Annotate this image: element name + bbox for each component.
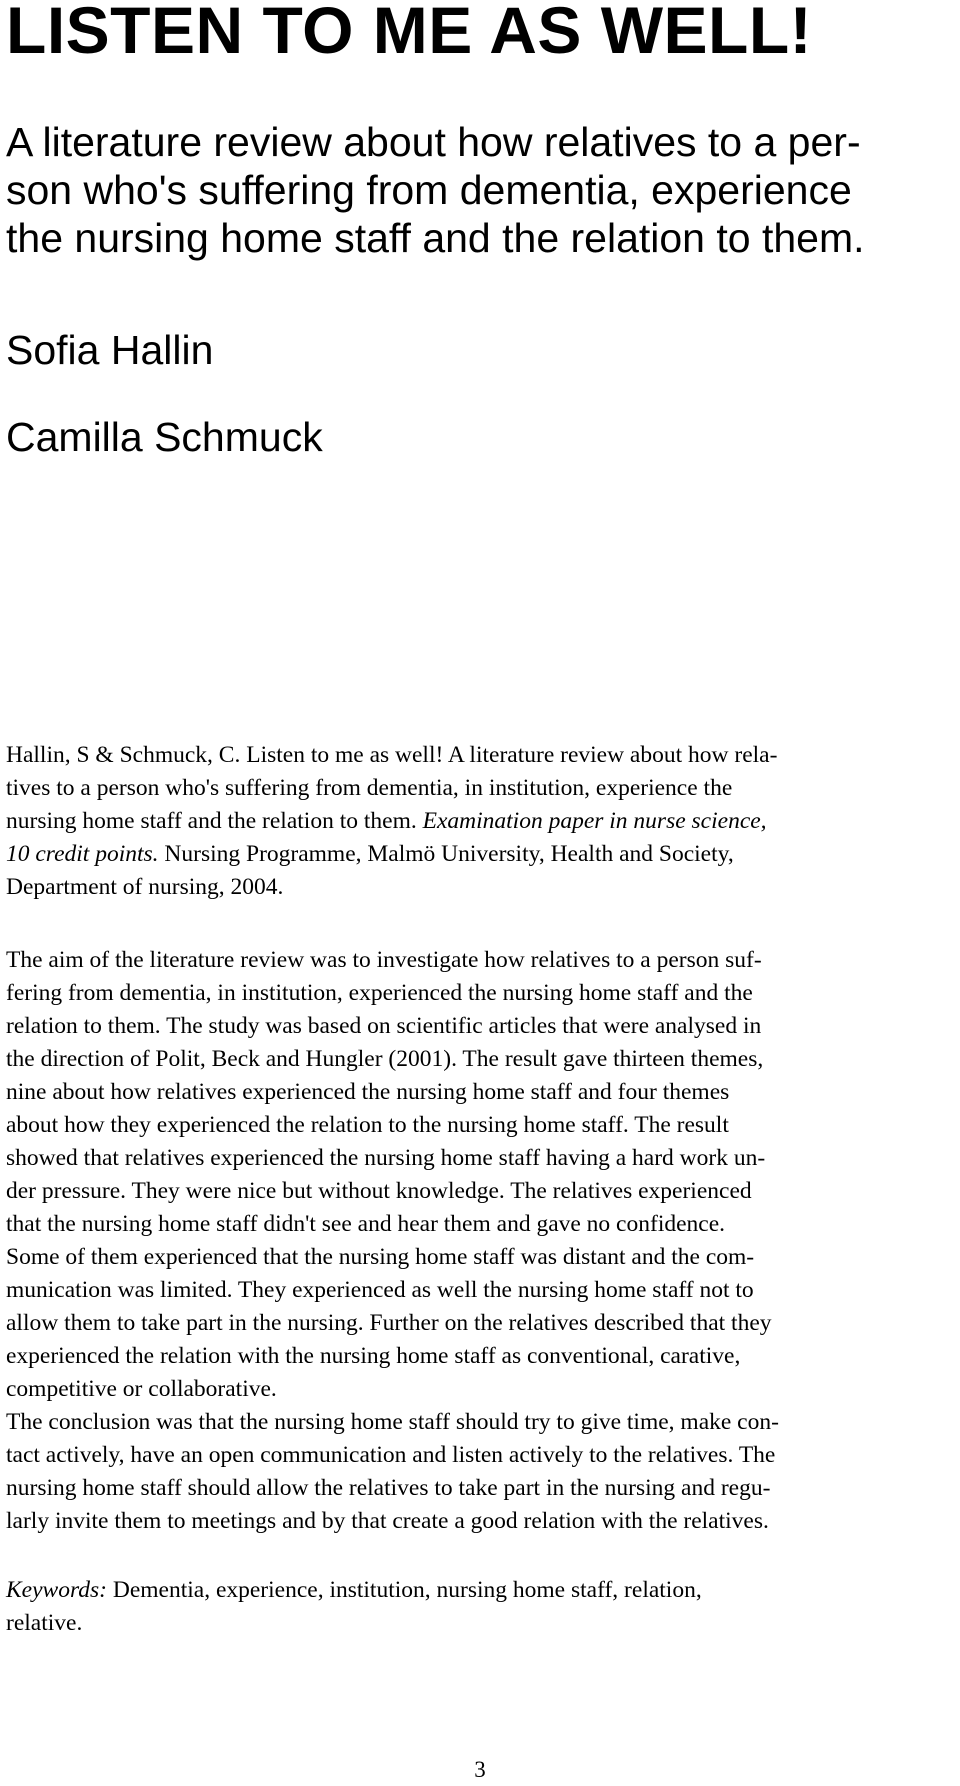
- abstract-line: the direction of Polit, Beck and Hungler (2001). The result gave thirteen themes,: [6, 1046, 764, 1072]
- citation-text: nursing home staff and the relation to them.: [6, 808, 423, 834]
- abstract-line: Some of them experienced that the nursing home staff was distant and the com-: [6, 1244, 755, 1270]
- citation-line: tives to a person who's suffering from dementia, in institution, experience the: [6, 775, 733, 801]
- abstract-line: nine about how relatives experienced the nursing home staff and four themes: [6, 1079, 730, 1105]
- citation-text: Nursing Programme, Malmö University, Health and Society,: [158, 841, 734, 867]
- abstract-line: der pressure. They were nice but without knowledge. The relatives experienced: [6, 1178, 752, 1204]
- citation-line: Hallin, S & Schmuck, C. Listen to me as well! A literature review about how rela-: [6, 742, 778, 768]
- abstract-line: larly invite them to meetings and by that create a good relation with the relatives.: [6, 1508, 769, 1534]
- abstract-paragraph: [6, 944, 779, 1538]
- keywords-label: Keywords:: [6, 1577, 107, 1603]
- abstract-line: competitive or collaborative.: [6, 1376, 277, 1402]
- keywords-line: [6, 1574, 702, 1607]
- subtitle-line: the nursing home staff and the relation to them.: [6, 215, 865, 261]
- page-number: 3: [474, 1757, 486, 1782]
- abstract-line: showed that relatives experienced the nursing home staff having a hard work un-: [6, 1145, 766, 1171]
- abstract-line: munication was limited. They experienced as well the nursing home staff not to: [6, 1277, 754, 1303]
- citation-line: [6, 805, 777, 838]
- author-name: Sofia Hallin: [6, 327, 214, 373]
- abstract-line: fering from dementia, in institution, experienced the nursing home staff and the: [6, 980, 753, 1006]
- abstract-line: tact actively, have an open communication and listen actively to the relatives. The: [6, 1442, 776, 1468]
- abstract-line: nursing home staff should allow the relatives to take part in the nursing and regu-: [6, 1475, 771, 1501]
- citation-italic-text: 10 credit points.: [6, 841, 159, 867]
- subtitle: [6, 118, 865, 262]
- abstract-line: allow them to take part in the nursing. Further on the relatives described that they: [6, 1310, 772, 1336]
- keywords-paragraph: [6, 1574, 702, 1640]
- keywords-line: relative.: [6, 1610, 83, 1636]
- citation-italic-text: Examination paper in nurse science,: [422, 808, 767, 834]
- citation-paragraph: [6, 739, 777, 904]
- page-title: LISTEN TO ME AS WELL!: [6, 0, 813, 67]
- abstract-line: relation to them. The study was based on scientific articles that were analysed in: [6, 1013, 762, 1039]
- abstract-line: The aim of the literature review was to investigate how relatives to a person suf-: [6, 947, 762, 973]
- abstract-line: that the nursing home staff didn't see and hear them and gave no confidence.: [6, 1211, 726, 1237]
- abstract-line: The conclusion was that the nursing home staff should try to give time, make con-: [6, 1409, 779, 1435]
- citation-line: [6, 838, 777, 871]
- subtitle-line: son who's suffering from dementia, experience: [6, 167, 852, 213]
- author-name: Camilla Schmuck: [6, 414, 323, 460]
- citation-line: Department of nursing, 2004.: [6, 874, 284, 900]
- abstract-line: experienced the relation with the nursing home staff as conventional, carative,: [6, 1343, 741, 1369]
- abstract-line: about how they experienced the relation to the nursing home staff. The result: [6, 1112, 729, 1138]
- subtitle-line: A literature review about how relatives to a per-: [6, 119, 861, 165]
- keywords-text: Dementia, experience, institution, nursing home staff, relation,: [106, 1577, 702, 1603]
